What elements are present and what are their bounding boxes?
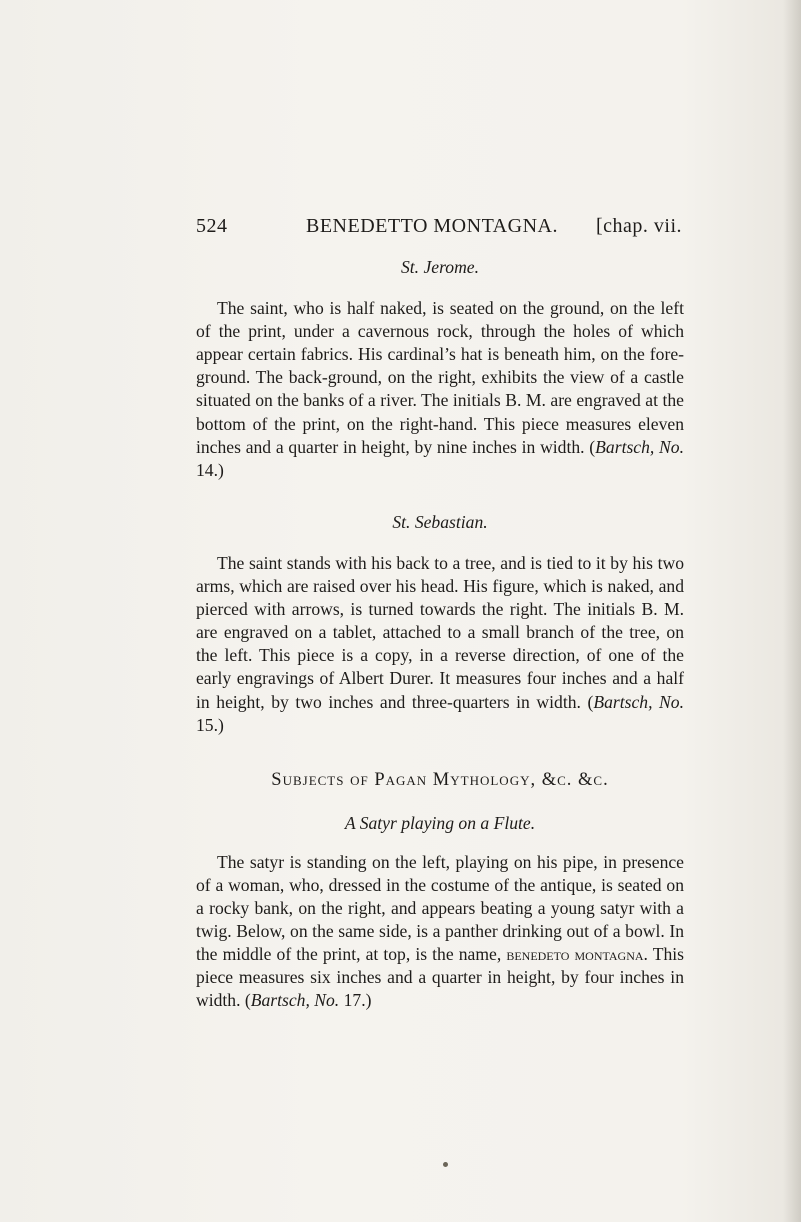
ink-speck: [443, 1162, 448, 1167]
section-title-st-jerome: St. Jerome.: [400, 257, 479, 277]
chapter-label: [chap. vii.: [595, 215, 682, 237]
citation: Bartsch, No.: [595, 436, 684, 457]
page-number: 524: [196, 215, 228, 237]
paragraph-satyr: The satyr is standing on the left, playing on his pipe, in presence of a woman, who, dressed in the costume of the antique, is seated on a rocky bank, on the right, and appears beating a young satyr with a twig. Below, on the same side, is a panther drinking out of a bowl. In the middle of the print, at top, is the name, benedeto montagna. This piece measures six inches and a quarter in height, by four inches in width. (Bartsch, No. 17.): [196, 851, 684, 1011]
running-header: [196, 215, 682, 243]
page-body: [196, 256, 684, 1013]
section-heading-pagan-mythology: Subjects of Pagan Mythology, &c. &c.: [271, 769, 609, 790]
engraved-name: benedeto montagna: [506, 944, 644, 965]
section-title-st-sebastian: St. Sebastian.: [392, 511, 488, 532]
citation: Bartsch, No.: [250, 990, 340, 1011]
page-edge-shadow: [783, 0, 801, 1222]
section-title-satyr: A Satyr playing on a Flute.: [344, 812, 536, 833]
paragraph-st-sebastian: The saint stands with his back to a tree, and is tied to it by his two arms, which are raised over his head. His figure, which is naked, and pierced with arrows, is turned towards the right. The initials B. M. are engraved on a tablet, attached to a small branch of the tree, on the left. This piece is a copy, in a reverse direction, of one of the early engravings of Albert Durer. It measures four inches and a half in height, by two inches and three-quarters in width. (Bartsch, No. 15.): [196, 552, 684, 735]
paragraph-st-jerome: The saint, who is half naked, is seated on the ground, on the left of the print, under a cavernous rock, through the holes of which appear certain fabrics. His cardinal’s hat is beneath him, on the fore-ground. The back-ground, on the right, exhibits the view of a castle situated on the banks of a river. The initials B. M. are engraved at the bottom of the print, on the right-hand. This piece measures eleven inches and a quarter in height, by nine inches in width. (Bartsch, No. 14.): [196, 298, 684, 480]
running-title: BENEDETTO MONTAGNA.: [306, 215, 558, 237]
citation: Bartsch, No.: [593, 691, 684, 712]
